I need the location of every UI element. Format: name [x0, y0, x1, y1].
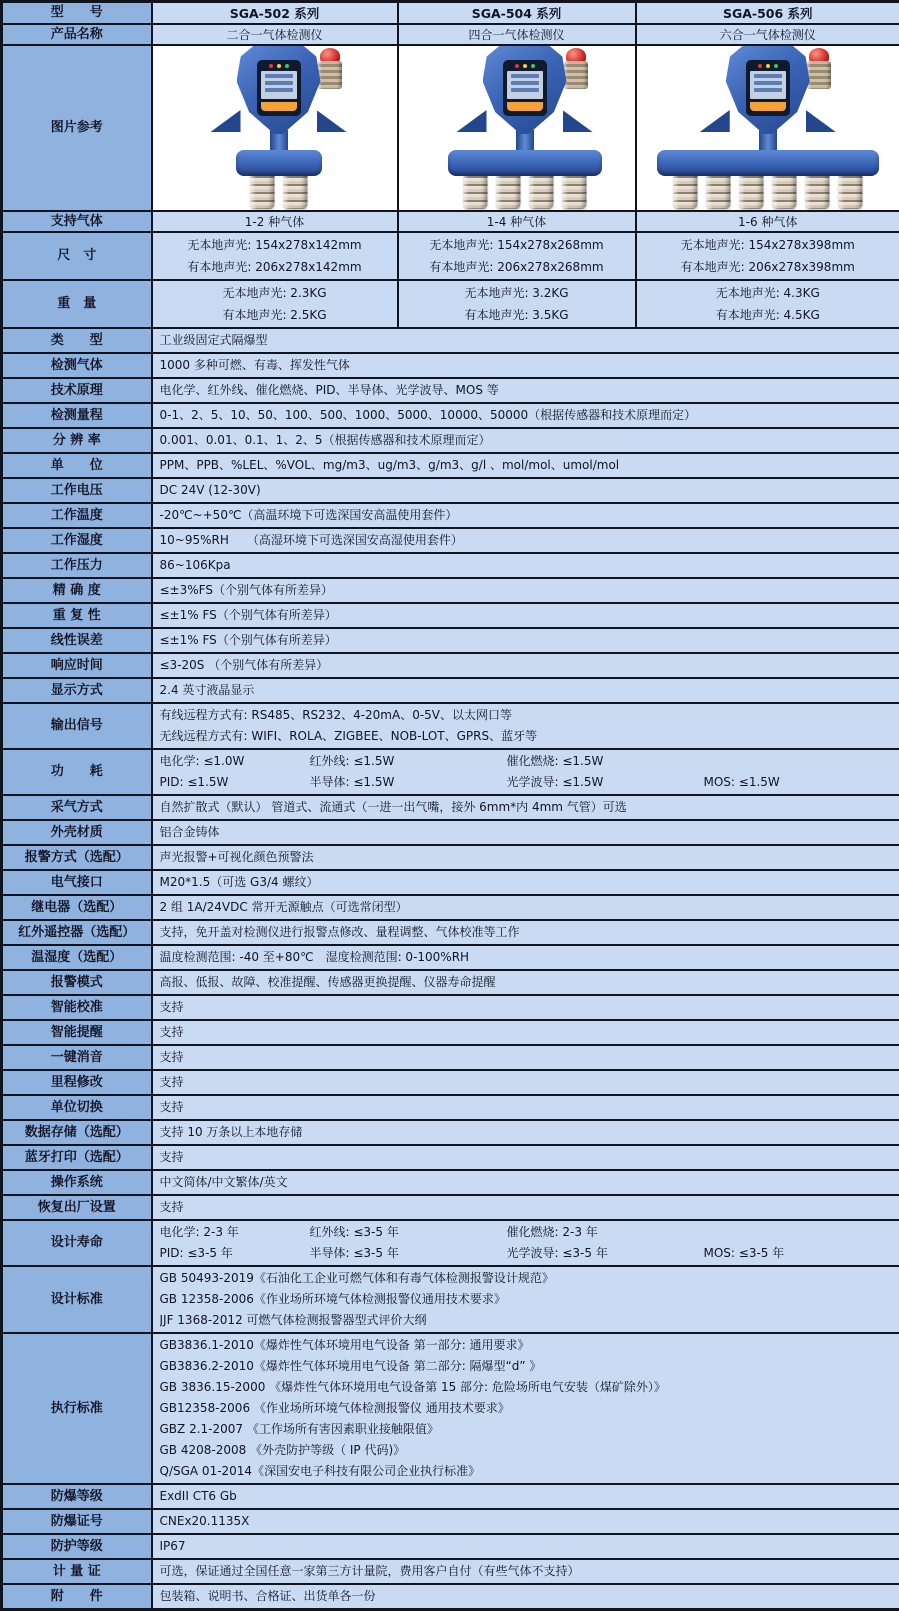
- power-consumption-value: [152, 749, 899, 795]
- screen-readout: [750, 71, 786, 99]
- spec-table-body: [2, 2, 899, 1610]
- product-device: [153, 46, 398, 210]
- sensor-cylinder: [838, 173, 862, 209]
- sensor-cylinder: [739, 173, 763, 209]
- dimensions-value-2: [398, 232, 636, 280]
- sensor-cylinder: [283, 173, 307, 209]
- product-name-value-3: 六合一气体检测仪: [636, 24, 899, 45]
- design-life-line: [160, 1222, 893, 1243]
- ip-rating-label: 防护等级: [2, 1534, 152, 1559]
- housing-material-line: 铝合金铸体: [160, 822, 893, 843]
- ir-remote-optional-label: 红外遥控器（选配）: [2, 920, 152, 945]
- image-reference-label: 图片参考: [2, 45, 152, 211]
- dimensions-line: 有本地声光: 206x278x398mm: [644, 256, 893, 278]
- model-value-1: SGA-502 系列: [152, 2, 398, 25]
- power-consumption-seg: MOS: ≤1.5W: [704, 772, 780, 793]
- device-head: [726, 46, 810, 134]
- operating-system-label: 操作系统: [2, 1170, 152, 1195]
- row-one-key-mute: [2, 1045, 899, 1070]
- design-standards-value: [152, 1266, 899, 1333]
- power-consumption-seg: 红外线: ≤1.5W: [310, 751, 507, 772]
- alarm-modes-label: 报警模式: [2, 970, 152, 995]
- sensor-cylinders: [463, 173, 586, 209]
- row-operating-pressure: [2, 553, 899, 578]
- weight-value-3: [636, 280, 899, 328]
- smart-calibration-value: [152, 995, 899, 1020]
- operating-pressure-line: 86~106Kpa: [160, 555, 893, 576]
- row-ip-rating: [2, 1534, 899, 1559]
- operating-humidity-label: 工作湿度: [2, 528, 152, 553]
- sensor-cylinder: [529, 173, 553, 209]
- electrical-interface-line: M20*1.5（可选 G3/4 螺纹）: [160, 872, 893, 893]
- design-life-seg: 红外线: ≤3-5 年: [310, 1222, 507, 1243]
- resolution-label: 分 辨 率: [2, 428, 152, 453]
- operating-pressure-value: [152, 553, 899, 578]
- design-life-seg: PID: ≤3-5 年: [160, 1243, 310, 1264]
- alarm-method-optional-line: 声光报警+可视化颜色预警法: [160, 847, 893, 868]
- sensor-cylinder: [772, 173, 796, 209]
- display-mode-value: [152, 678, 899, 703]
- design-life-line: [160, 1243, 893, 1264]
- product-device: [399, 46, 636, 210]
- row-execution-standards: [2, 1333, 899, 1484]
- power-consumption-seg: 电化学: ≤1.0W: [160, 751, 310, 772]
- design-life-seg: 催化燃烧: 2-3 年: [507, 1222, 704, 1243]
- row-housing-material: [2, 820, 899, 845]
- led-indicators-icon: [259, 64, 299, 68]
- range-modification-line: 支持: [160, 1072, 893, 1093]
- row-operating-system: [2, 1170, 899, 1195]
- accessories-line: 包装箱、说明书、合格证、出货单各一份: [160, 1586, 893, 1607]
- dimensions-label: 尺 寸: [2, 232, 152, 280]
- ir-remote-optional-value: [152, 920, 899, 945]
- unit-switch-label: 单位切换: [2, 1095, 152, 1120]
- sensor-cylinder: [673, 173, 697, 209]
- product-name-label: 产品名称: [2, 24, 152, 45]
- repeatability-label: 重 复 性: [2, 603, 152, 628]
- gas-manifold: [657, 150, 879, 176]
- operating-humidity-value: [152, 528, 899, 553]
- mount-wing-right: [806, 110, 836, 132]
- weight-label: 重 量: [2, 280, 152, 328]
- range-modification-label: 里程修改: [2, 1070, 152, 1095]
- row-model: [2, 2, 899, 25]
- execution-standards-line: GB 3836.15-2000 《爆炸性气体环境用电气设备第 15 部分: 危险场所电气安装（煤矿除外）》: [160, 1377, 893, 1398]
- output-signal-line: 有线远程方式有: RS485、RS232、4-20mA、0-5V、以太网口等: [160, 705, 893, 726]
- power-consumption-line: [160, 751, 893, 772]
- one-key-mute-line: 支持: [160, 1047, 893, 1068]
- alarm-method-optional-label: 报警方式（选配）: [2, 845, 152, 870]
- weight-line: 有本地声光: 4.5KG: [644, 304, 893, 326]
- electrical-interface-value: [152, 870, 899, 895]
- sensor-cylinders: [250, 173, 307, 209]
- output-signal-label: 输出信号: [2, 703, 152, 749]
- sensor-cylinder: [250, 173, 274, 209]
- row-ir-remote-optional: [2, 920, 899, 945]
- screen-readout: [507, 71, 543, 99]
- technology-line: 电化学、红外线、催化燃烧、PID、半导体、光学波导、MOS 等: [160, 380, 893, 401]
- relay-optional-line: 2 组 1A/24VDC 常开无源触点（可选常闭型）: [160, 897, 893, 918]
- factory-reset-line: 支持: [160, 1197, 893, 1218]
- unit-label: 单 位: [2, 453, 152, 478]
- row-sampling-method: [2, 795, 899, 820]
- row-type: [2, 328, 899, 353]
- sampling-method-value: [152, 795, 899, 820]
- response-time-line: ≤3-20S （个别气体有所差异）: [160, 655, 893, 676]
- execution-standards-label: 执行标准: [2, 1333, 152, 1484]
- execution-standards-value: [152, 1333, 899, 1484]
- operating-temperature-label: 工作温度: [2, 503, 152, 528]
- data-storage-optional-line: 支持 10 万条以上本地存储: [160, 1122, 893, 1143]
- accuracy-value: [152, 578, 899, 603]
- model-label: 型 号: [2, 2, 152, 25]
- temp-humidity-optional-line: 温度检测范围: -40 至+80℃ 湿度检测范围: 0-100%RH: [160, 947, 893, 968]
- screen-buttons: [261, 102, 297, 111]
- detected-gases-label: 检测气体: [2, 353, 152, 378]
- row-unit-switch: [2, 1095, 899, 1120]
- weight-value-1: [152, 280, 398, 328]
- display-mode-label: 显示方式: [2, 678, 152, 703]
- device-screen: [503, 60, 547, 116]
- detected-gases-line: 1000 多种可燃、有毒、挥发性气体: [160, 355, 893, 376]
- detection-range-label: 检测量程: [2, 403, 152, 428]
- technology-value: [152, 378, 899, 403]
- screen-buttons: [507, 102, 543, 111]
- weight-line: 无本地声光: 4.3KG: [644, 282, 893, 304]
- power-consumption-seg: PID: ≤1.5W: [160, 772, 310, 793]
- row-smart-calibration: [2, 995, 899, 1020]
- linearity-error-value: [152, 628, 899, 653]
- relay-optional-label: 继电器（选配）: [2, 895, 152, 920]
- mount-wing-right: [563, 110, 593, 132]
- housing-material-value: [152, 820, 899, 845]
- ip-rating-value: [152, 1534, 899, 1559]
- row-unit: [2, 453, 899, 478]
- row-relay-optional: [2, 895, 899, 920]
- execution-standards-line: GB3836.1-2010《爆炸性气体环境用电气设备 第一部分: 通用要求》: [160, 1335, 893, 1356]
- ip-rating-line: IP67: [160, 1536, 893, 1557]
- row-range-modification: [2, 1070, 899, 1095]
- mount-wing-left: [457, 110, 487, 132]
- row-product-name: [2, 24, 899, 45]
- design-standards-line: GB 50493-2019《石油化工企业可燃气体和有毒气体检测报警设计规范》: [160, 1268, 893, 1289]
- relay-optional-value: [152, 895, 899, 920]
- row-image-reference: [2, 45, 899, 211]
- alarm-modes-value: [152, 970, 899, 995]
- accuracy-label: 精 确 度: [2, 578, 152, 603]
- weight-line: 有本地声光: 2.5KG: [160, 304, 390, 326]
- mount-wing-left: [700, 110, 730, 132]
- row-design-standards: [2, 1266, 899, 1333]
- model-value-3: SGA-506 系列: [636, 2, 899, 25]
- type-value: [152, 328, 899, 353]
- output-signal-value: [152, 703, 899, 749]
- bluetooth-print-optional-label: 蓝牙打印（选配）: [2, 1145, 152, 1170]
- weight-line: 有本地声光: 3.5KG: [406, 304, 628, 326]
- alarm-modes-line: 高报、低报、故障、校准提醒、传感器更换提醒、仪器寿命提醒: [160, 972, 893, 993]
- operating-temperature-value: [152, 503, 899, 528]
- weight-line: 无本地声光: 3.2KG: [406, 282, 628, 304]
- execution-standards-line: GB12358-2006 《作业场所环境气体检测报警仪 通用技术要求》: [160, 1398, 893, 1419]
- accuracy-line: ≤±3%FS（个别气体有所差异）: [160, 580, 893, 601]
- gas-manifold: [448, 150, 602, 176]
- row-response-time: [2, 653, 899, 678]
- row-power-consumption: [2, 749, 899, 795]
- row-detection-range: [2, 403, 899, 428]
- alarm-beacon-icon: [317, 48, 343, 92]
- explosion-proof-class-label: 防爆等级: [2, 1484, 152, 1509]
- metrology-cert-line: 可选，保证通过全国任意一家第三方计量院，费用客户自付（有些气体不支持）: [160, 1561, 893, 1582]
- row-alarm-method-optional: [2, 845, 899, 870]
- alarm-method-optional-value: [152, 845, 899, 870]
- dimensions-line: 无本地声光: 154x278x268mm: [406, 234, 628, 256]
- dimensions-line: 有本地声光: 206x278x268mm: [406, 256, 628, 278]
- row-accessories: [2, 1584, 899, 1610]
- factory-reset-value: [152, 1195, 899, 1220]
- model-value-2: SGA-504 系列: [398, 2, 636, 25]
- sensor-cylinder: [805, 173, 829, 209]
- operating-humidity-line: 10~95%RH （高湿环境下可选深国安高湿使用套件）: [160, 530, 893, 551]
- row-display-mode: [2, 678, 899, 703]
- repeatability-value: [152, 603, 899, 628]
- dimensions-line: 无本地声光: 154x278x142mm: [160, 234, 390, 256]
- supported-gases-value-2: 1-4 种气体: [398, 211, 636, 232]
- sensor-cylinder: [706, 173, 730, 209]
- operating-system-line: 中文简体/中文繁体/英文: [160, 1172, 893, 1193]
- ir-remote-optional-line: 支持，免开盖对检测仪进行报警点修改、量程调整、气体校准等工作: [160, 922, 893, 943]
- row-weight: [2, 280, 899, 328]
- device-head: [237, 46, 321, 134]
- gas-manifold: [236, 150, 322, 176]
- factory-reset-label: 恢复出厂设置: [2, 1195, 152, 1220]
- row-electrical-interface: [2, 870, 899, 895]
- row-design-life: [2, 1220, 899, 1266]
- smart-reminder-line: 支持: [160, 1022, 893, 1043]
- row-operating-voltage: [2, 478, 899, 503]
- screen-buttons: [750, 102, 786, 111]
- row-dimensions: [2, 232, 899, 280]
- row-smart-reminder: [2, 1020, 899, 1045]
- design-life-seg: 光学波导: ≤3-5 年: [507, 1243, 704, 1264]
- mount-wing-left: [211, 110, 241, 132]
- one-key-mute-value: [152, 1045, 899, 1070]
- device-screen: [257, 60, 301, 116]
- housing-material-label: 外壳材质: [2, 820, 152, 845]
- response-time-value: [152, 653, 899, 678]
- execution-standards-line: GB3836.2-2010《爆炸性气体环境用电气设备 第二部分: 隔爆型“d” 》: [160, 1356, 893, 1377]
- operating-voltage-value: [152, 478, 899, 503]
- dimensions-value-3: [636, 232, 899, 280]
- metrology-cert-value: [152, 1559, 899, 1584]
- display-mode-line: 2.4 英寸液晶显示: [160, 680, 893, 701]
- power-consumption-seg: 催化燃烧: ≤1.5W: [507, 751, 704, 772]
- row-bluetooth-print-optional: [2, 1145, 899, 1170]
- sensor-cylinder: [562, 173, 586, 209]
- bluetooth-print-optional-value: [152, 1145, 899, 1170]
- design-standards-label: 设计标准: [2, 1266, 152, 1333]
- product-name-value-1: 二合一气体检测仪: [152, 24, 398, 45]
- row-output-signal: [2, 703, 899, 749]
- led-indicators-icon: [748, 64, 788, 68]
- smart-reminder-label: 智能提醒: [2, 1020, 152, 1045]
- unit-value: [152, 453, 899, 478]
- row-explosion-proof-cert: [2, 1509, 899, 1534]
- detected-gases-value: [152, 353, 899, 378]
- product-name-value-2: 四合一气体检测仪: [398, 24, 636, 45]
- bluetooth-print-optional-line: 支持: [160, 1147, 893, 1168]
- row-repeatability: [2, 603, 899, 628]
- row-linearity-error: [2, 628, 899, 653]
- operating-pressure-label: 工作压力: [2, 553, 152, 578]
- row-technology: [2, 378, 899, 403]
- product-image-cell-1: [152, 45, 398, 211]
- design-life-value: [152, 1220, 899, 1266]
- execution-standards-line: GBZ 2.1-2007 《工作场所有害因素职业接触限值》: [160, 1419, 893, 1440]
- product-device: [642, 46, 894, 210]
- product-image-cell-2: [398, 45, 636, 211]
- explosion-proof-class-line: ExdII CT6 Gb: [160, 1486, 893, 1507]
- screen-readout: [261, 71, 297, 99]
- range-modification-value: [152, 1070, 899, 1095]
- detection-range-line: 0-1、2、5、10、50、100、500、1000、5000、10000、50000（根据传感器和技术原理而定）: [160, 405, 893, 426]
- explosion-proof-cert-label: 防爆证号: [2, 1509, 152, 1534]
- row-data-storage-optional: [2, 1120, 899, 1145]
- accessories-value: [152, 1584, 899, 1610]
- smart-calibration-label: 智能校准: [2, 995, 152, 1020]
- row-metrology-cert: [2, 1559, 899, 1584]
- response-time-label: 响应时间: [2, 653, 152, 678]
- row-detected-gases: [2, 353, 899, 378]
- power-consumption-seg: 光学波导: ≤1.5W: [507, 772, 704, 793]
- product-image-cell-3: [636, 45, 899, 211]
- row-supported-gases: [2, 211, 899, 232]
- detection-range-value: [152, 403, 899, 428]
- row-explosion-proof-class: [2, 1484, 899, 1509]
- explosion-proof-cert-value: [152, 1509, 899, 1534]
- unit-line: PPM、PPB、%LEL、%VOL、mg/m3、ug/m3、g/m3、g/l 、mol/mol、umol/mol: [160, 455, 893, 476]
- row-operating-temperature: [2, 503, 899, 528]
- sampling-method-line: 自然扩散式（默认） 管道式、流通式（一进一出气嘴，接外 6mm*内 4mm 气管）可选: [160, 797, 893, 818]
- execution-standards-line: GB 4208-2008 《外壳防护等级（ IP 代码)》: [160, 1440, 893, 1461]
- execution-standards-line: Q/SGA 01-2014《深国安电子科技有限公司企业执行标准》: [160, 1461, 893, 1482]
- technology-label: 技术原理: [2, 378, 152, 403]
- row-resolution: [2, 428, 899, 453]
- temp-humidity-optional-label: 温湿度（选配）: [2, 945, 152, 970]
- row-operating-humidity: [2, 528, 899, 553]
- operating-voltage-line: DC 24V (12-30V): [160, 480, 893, 501]
- type-label: 类 型: [2, 328, 152, 353]
- weight-value-2: [398, 280, 636, 328]
- device-screen: [746, 60, 790, 116]
- power-consumption-line: [160, 772, 893, 793]
- accessories-label: 附 件: [2, 1584, 152, 1610]
- output-signal-line: 无线远程方式有: WIFI、ROLA、ZIGBEE、NOB-LOT、GPRS、蓝牙等: [160, 726, 893, 747]
- design-life-label: 设计寿命: [2, 1220, 152, 1266]
- led-indicators-icon: [505, 64, 545, 68]
- data-storage-optional-value: [152, 1120, 899, 1145]
- weight-line: 无本地声光: 2.3KG: [160, 282, 390, 304]
- operating-temperature-line: -20℃~+50℃（高温环境下可选深国安高温使用套件）: [160, 505, 893, 526]
- design-life-seg: 电化学: 2-3 年: [160, 1222, 310, 1243]
- unit-switch-value: [152, 1095, 899, 1120]
- explosion-proof-class-value: [152, 1484, 899, 1509]
- operating-system-value: [152, 1170, 899, 1195]
- explosion-proof-cert-line: CNEx20.1135X: [160, 1511, 893, 1532]
- linearity-error-label: 线性误差: [2, 628, 152, 653]
- row-factory-reset: [2, 1195, 899, 1220]
- design-life-seg: 半导体: ≤3-5 年: [310, 1243, 507, 1264]
- row-alarm-modes: [2, 970, 899, 995]
- sensor-cylinder: [496, 173, 520, 209]
- sampling-method-label: 采气方式: [2, 795, 152, 820]
- design-standards-line: GB 12358-2006《作业场所环境气体检测报警仪通用技术要求》: [160, 1289, 893, 1310]
- unit-switch-line: 支持: [160, 1097, 893, 1118]
- resolution-value: [152, 428, 899, 453]
- smart-calibration-line: 支持: [160, 997, 893, 1018]
- supported-gases-value-1: 1-2 种气体: [152, 211, 398, 232]
- type-line: 工业级固定式隔爆型: [160, 330, 893, 351]
- power-consumption-seg: 半导体: ≤1.5W: [310, 772, 507, 793]
- design-life-seg: MOS: ≤3-5 年: [704, 1243, 785, 1264]
- design-standards-line: JJF 1368-2012 可燃气体检测报警器型式评价大纲: [160, 1310, 893, 1331]
- power-consumption-label: 功 耗: [2, 749, 152, 795]
- temp-humidity-optional-value: [152, 945, 899, 970]
- resolution-line: 0.001、0.01、0.1、1、2、5（根据传感器和技术原理而定）: [160, 430, 893, 451]
- sensor-cylinders: [673, 173, 862, 209]
- metrology-cert-label: 计 量 证: [2, 1559, 152, 1584]
- alarm-beacon-icon: [563, 48, 589, 92]
- alarm-beacon-icon: [806, 48, 832, 92]
- device-head: [483, 46, 567, 134]
- supported-gases-label: 支持气体: [2, 211, 152, 232]
- dimensions-line: 有本地声光: 206x278x142mm: [160, 256, 390, 278]
- sensor-cylinder: [463, 173, 487, 209]
- repeatability-line: ≤±1% FS（个别气体有所差异）: [160, 605, 893, 626]
- mount-wing-right: [317, 110, 347, 132]
- data-storage-optional-label: 数据存储（选配）: [2, 1120, 152, 1145]
- supported-gases-value-3: 1-6 种气体: [636, 211, 899, 232]
- electrical-interface-label: 电气接口: [2, 870, 152, 895]
- one-key-mute-label: 一键消音: [2, 1045, 152, 1070]
- dimensions-value-1: [152, 232, 398, 280]
- row-accuracy: [2, 578, 899, 603]
- dimensions-line: 无本地声光: 154x278x398mm: [644, 234, 893, 256]
- operating-voltage-label: 工作电压: [2, 478, 152, 503]
- row-temp-humidity-optional: [2, 945, 899, 970]
- linearity-error-line: ≤±1% FS（个别气体有所差异）: [160, 630, 893, 651]
- smart-reminder-value: [152, 1020, 899, 1045]
